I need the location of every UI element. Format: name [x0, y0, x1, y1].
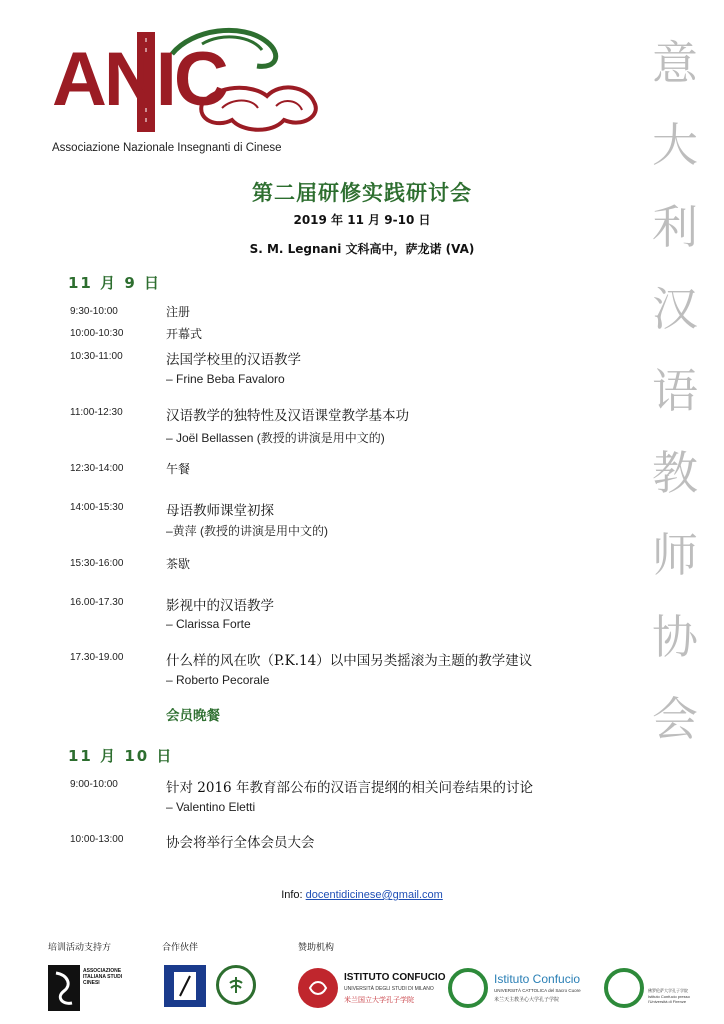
confucio-firenze-cn: 佛罗伦萨大学孔子学院: [648, 988, 688, 993]
schedule-speaker: – Valentino Eletti: [166, 800, 256, 814]
confucio-cattolica-cn: 米兰天主教圣心大学孔子学院: [494, 997, 560, 1003]
event-venue: S. M. Legnani 文科高中，萨龙诺 (VA): [249, 242, 475, 256]
schedule-title: 汉语教学的独特性及汉语课堂教学基本功: [166, 408, 409, 424]
schedule-time: 15:30-16:00: [70, 558, 124, 569]
side-char: 利: [652, 200, 698, 254]
day-heading: 11 月 10 日: [68, 747, 174, 765]
page-title: 第二届研修实践研讨会: [252, 180, 472, 205]
aisc-logo-text: ASSOCIAZIONE ITALIANA STUDI CINESI: [83, 968, 123, 986]
schedule-speaker: – Frine Beba Favaloro: [166, 372, 285, 386]
schedule-time: 10:00-13:00: [70, 834, 124, 845]
schedule-title: 针对 2016 年教育部公布的汉语言提纲的相关问卷结果的讨论: [166, 780, 533, 796]
sponsors-label: 赞助机构: [298, 943, 335, 953]
partner-logo-2-icon: [216, 965, 256, 1005]
schedule-title: 法国学校里的汉语教学: [166, 352, 301, 368]
schedule-title: 午餐: [166, 462, 191, 476]
side-char: 大: [652, 118, 698, 172]
confucio-milano-sub: UNIVERSITÀ DEGLI STUDI DI MILANO: [344, 986, 434, 992]
partner-logo-1-icon: [164, 965, 206, 1007]
schedule-speaker: – Roberto Pecorale: [166, 673, 270, 687]
schedule-speaker: – Joël Bellassen (教授的讲演是用中文的): [166, 431, 385, 445]
training-support-label: 培训活动支持方: [48, 943, 112, 953]
schedule-title: 什么样的风在吹（P.K.14）以中国另类摇滚为主题的教学建议: [166, 653, 533, 669]
schedule-title: 协会将举行全体会员大会: [166, 835, 315, 851]
partners-label: 合作伙伴: [162, 943, 199, 953]
schedule-time: 9:00-10:00: [70, 779, 118, 790]
side-char: 教: [652, 446, 698, 500]
schedule-time: 16.00-17.30: [70, 597, 124, 608]
aisc-logo-icon: [48, 965, 80, 1011]
confucio-milano-logo-icon: [298, 968, 338, 1008]
schedule-time: 14:00-15:30: [70, 502, 124, 513]
schedule-speaker: –黄萍 (教授的讲演是用中文的): [166, 524, 329, 538]
schedule-title: 茶歇: [166, 557, 191, 571]
day-heading: 11 月 9 日: [68, 274, 161, 292]
confucio-firenze-logo-icon: [604, 968, 644, 1008]
event-date: 2019 年 11 月 9-10 日: [293, 213, 431, 227]
confucio-milano-name: ISTITUTO CONFUCIO: [344, 972, 446, 983]
side-char: 语: [652, 364, 698, 418]
side-char: 师: [652, 528, 698, 582]
schedule-time: 12:30-14:00: [70, 463, 124, 474]
logo-letters: ANIC: [52, 37, 226, 122]
side-char: 协: [652, 610, 698, 664]
side-char: 汉: [652, 282, 698, 336]
confucio-cattolica-name: Istituto Confucio: [494, 972, 581, 986]
schedule-time: 10:00-10:30: [70, 328, 124, 339]
schedule-time: 17.30-19.00: [70, 652, 124, 663]
schedule-title: 影视中的汉语教学: [166, 598, 274, 614]
contact-info: [0, 889, 724, 901]
schedule-time: 11:00-12:30: [70, 407, 123, 418]
vertical-association-title: [645, 36, 705, 778]
info-label: Info:: [281, 889, 303, 901]
schedule-title: 母语教师课堂初探: [166, 503, 274, 519]
schedule-time: 10:30-11:00: [70, 351, 123, 362]
confucio-cattolica-sub: UNIVERSITÀ CATTOLICA del Sacro Cuore: [494, 988, 581, 993]
side-char: 意: [652, 36, 698, 90]
logo-tagline: Associazione Nazionale Insegnanti di Cinese: [52, 142, 282, 154]
email-link[interactable]: docentidicinese@gmail.com: [305, 889, 443, 901]
side-char: 会: [652, 692, 698, 746]
confucio-milano-cn: 米兰国立大学孔子学院: [344, 996, 414, 1004]
schedule-speaker: – Clarissa Forte: [166, 617, 251, 631]
confucio-firenze-name: Istituto Confucio presso l'Università di Firenze: [648, 994, 690, 1004]
schedule-title: 开幕式: [166, 327, 203, 341]
schedule-title: 注册: [166, 305, 191, 319]
member-dinner: 会员晚餐: [166, 708, 220, 724]
confucio-cattolica-logo-icon: [448, 968, 488, 1008]
schedule-time: 9:30-10:00: [70, 306, 118, 317]
